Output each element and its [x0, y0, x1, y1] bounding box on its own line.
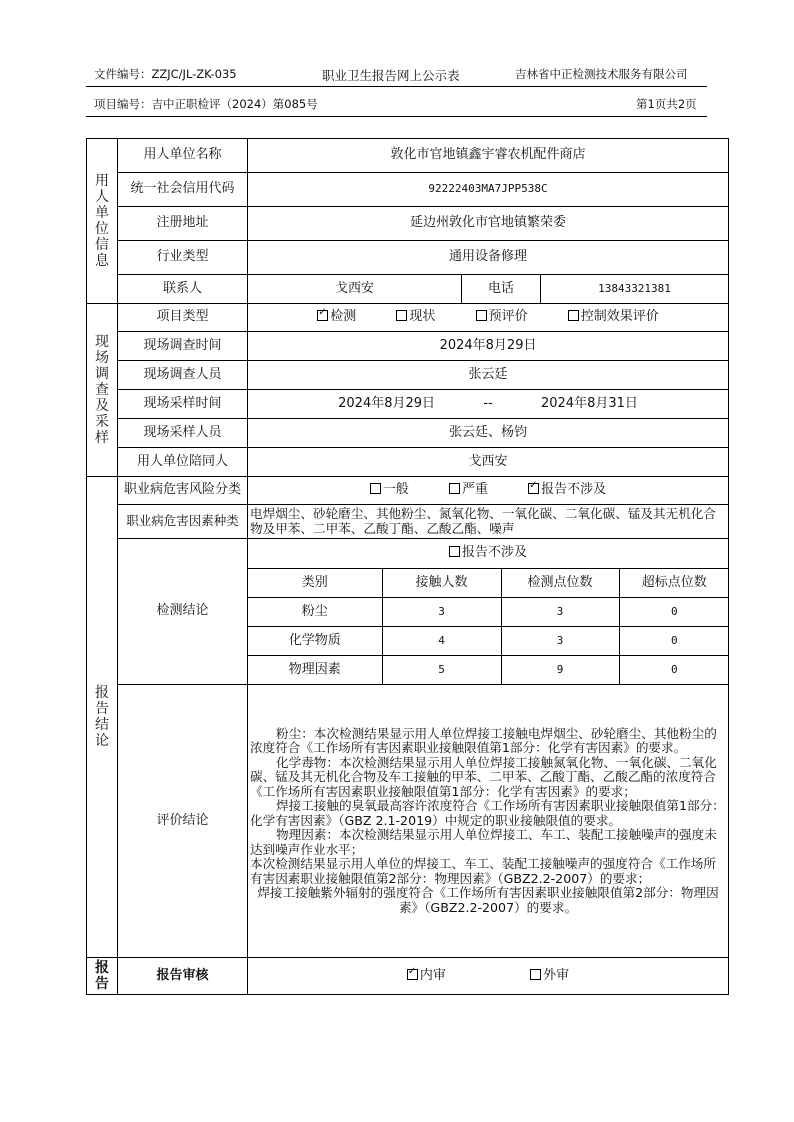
- company-name: 吉林省中正检测技术服务有限公司: [515, 67, 688, 81]
- option-serious[interactable]: 严重: [449, 483, 488, 498]
- checkbox-icon[interactable]: [568, 310, 579, 321]
- table-cell: 0: [619, 656, 729, 685]
- doc-number: 文件编号：ZZJC/JL-ZK-035: [94, 67, 237, 81]
- table-header-row: [248, 569, 729, 598]
- accompany-label: 用人单位陪同人: [118, 448, 248, 477]
- option-general[interactable]: 一般: [370, 483, 409, 498]
- contact-label: 联系人: [118, 275, 248, 304]
- page-title: 职业卫生报告网上公示表: [322, 68, 460, 83]
- eval-paragraph: 粉尘：本次检测结果显示用人单位焊接工接触电焊烟尘、砂轮磨尘、其他粉尘的浓度符合《工作场所有害因素职业接触限值第1部分：化学有害因素》的要求。: [250, 725, 717, 756]
- sampling-time: 2024年8月29日 -- 2024年8月31日: [248, 390, 729, 419]
- section-conclusion: 报 告 结 论: [87, 477, 118, 958]
- samplers: 张云廷、杨钧: [248, 419, 729, 448]
- project-number: 项目编号：吉中正职检评（2024）第085号: [94, 97, 318, 111]
- evaluation-label: 评价结论: [118, 685, 248, 958]
- header-divider-2: [86, 116, 707, 117]
- checkbox-checked-icon[interactable]: [317, 310, 328, 321]
- table-row: [248, 627, 729, 656]
- detection-label: 检测结论: [118, 539, 248, 685]
- disclosure-table: [86, 138, 729, 995]
- table-cell: 3: [501, 598, 619, 627]
- industry-label: 行业类型: [118, 241, 248, 275]
- section-survey: 现 场 调 查 及 采 样: [87, 304, 118, 477]
- detection-na-option[interactable]: 报告不涉及: [248, 539, 729, 569]
- option-status[interactable]: 现状: [396, 310, 435, 325]
- factors: 电焊烟尘、砂轮磨尘、其他粉尘、氮氧化物、一氧化碳、二氧化碳、锰及其无机化合物及甲苯、二甲苯、乙酸丁酯、乙酸乙酯、噪声: [248, 505, 729, 539]
- header-divider: [86, 86, 707, 87]
- table-header: 检测点位数: [501, 569, 619, 598]
- evaluation-text: [248, 685, 729, 958]
- table-cell: 0: [619, 627, 729, 656]
- survey-time: 2024年8月29日: [248, 332, 729, 361]
- section-review: 报 告: [87, 958, 118, 995]
- table-cell: 3: [382, 598, 501, 627]
- checkbox-icon[interactable]: [530, 969, 541, 980]
- surveyors-label: 现场调查人员: [118, 361, 248, 390]
- checkbox-icon[interactable]: [449, 546, 460, 557]
- option-not-applicable[interactable]: ✓ 报告不涉及: [528, 483, 606, 498]
- table-header: 接触人数: [382, 569, 501, 598]
- table-cell: 0: [619, 598, 729, 627]
- table-row: [248, 656, 729, 685]
- option-detection[interactable]: ✓ 检测: [317, 310, 356, 325]
- contact: 戈西安: [248, 275, 462, 304]
- table-header: 类别: [248, 569, 382, 598]
- detection-table: [248, 569, 729, 684]
- risk-label: 职业病危害风险分类: [118, 477, 248, 505]
- surveyors: 张云廷: [248, 361, 729, 390]
- checkbox-icon[interactable]: [370, 483, 381, 494]
- table-cell: 4: [382, 627, 501, 656]
- credit-code-label: 统一社会信用代码: [118, 173, 248, 207]
- survey-time-label: 现场调查时间: [118, 332, 248, 361]
- address: 延边州敦化市官地镇繁荣委: [248, 207, 729, 241]
- option-external-review[interactable]: 外审: [530, 969, 569, 984]
- sampling-time-label: 现场采样时间: [118, 390, 248, 419]
- option-pre-evaluation[interactable]: 预评价: [476, 310, 528, 325]
- detection-table-cell: [248, 569, 729, 685]
- table-cell: 粉尘: [248, 598, 382, 627]
- phone: 13843321381: [541, 275, 729, 304]
- eval-paragraph: 物理因素：本次检测结果显示用人单位焊接工、车工、装配工接触噪声的强度未达到噪声作业水平；: [250, 827, 717, 857]
- eval-paragraph: 焊接工接触紫外辐射的强度符合《工作场所有害因素职业接触限值第2部分：物理因素》（GBZ2.2-2007）的要求。: [257, 885, 719, 915]
- samplers-label: 现场采样人员: [118, 419, 248, 448]
- factors-label: 职业病危害因素种类: [118, 505, 248, 539]
- table-cell: 物理因素: [248, 656, 382, 685]
- eval-paragraph: 本次检测结果显示用人单位的焊接工、车工、装配工接触噪声的强度符合《工作场所有害因素职业接触限值第2部分：物理因素》（GBZ2.2-2007）的要求；: [250, 856, 716, 886]
- checkbox-icon[interactable]: [449, 483, 460, 494]
- option-control-effect[interactable]: 控制效果评价: [568, 310, 659, 325]
- credit-code: 92222403MA7JPP538C: [248, 173, 729, 207]
- review-options: [248, 958, 729, 995]
- checkbox-checked-icon[interactable]: [528, 483, 539, 494]
- checkbox-checked-icon[interactable]: [407, 969, 418, 980]
- option-internal-review[interactable]: ✓ 内审: [407, 969, 446, 984]
- industry: 通用设备修理: [248, 241, 729, 275]
- project-type-options: [248, 304, 729, 332]
- eval-paragraph: 焊接工接触的臭氧最高容许浓度符合《工作场所有害因素职业接触限值第1部分：化学有害因素》（GBZ 2.1-2019）中规定的职业接触限值的要求。: [250, 798, 725, 828]
- eval-paragraph: 化学毒物：本次检测结果显示用人单位焊接工接触氮氧化物、一氧化碳、二氧化碳、锰及其无机化合物及车工接触的甲苯、二甲苯、乙酸丁酯、乙酸乙酯的浓度符合《工作场所有害因素职业接触限值第1部分：化学有害因素》的要求；: [250, 754, 717, 799]
- checkbox-icon[interactable]: [476, 310, 487, 321]
- page-indicator: 第1页共2页: [636, 97, 697, 111]
- project-type-label: 项目类型: [118, 304, 248, 332]
- employer-name: 敦化市官地镇鑫宇睿农机配件商店: [248, 139, 729, 173]
- review-label: 报告审核: [118, 958, 248, 995]
- checkbox-icon[interactable]: [396, 310, 407, 321]
- phone-label: 电话: [462, 275, 541, 304]
- table-cell: 9: [501, 656, 619, 685]
- risk-options: [248, 477, 729, 505]
- table-row: [248, 598, 729, 627]
- table-cell: 化学物质: [248, 627, 382, 656]
- address-label: 注册地址: [118, 207, 248, 241]
- table-cell: 5: [382, 656, 501, 685]
- accompany: 戈西安: [248, 448, 729, 477]
- table-cell: 3: [501, 627, 619, 656]
- section-employer: 用 人 单 位 信 息: [87, 139, 118, 304]
- table-header: 超标点位数: [619, 569, 729, 598]
- employer-name-label: 用人单位名称: [118, 139, 248, 173]
